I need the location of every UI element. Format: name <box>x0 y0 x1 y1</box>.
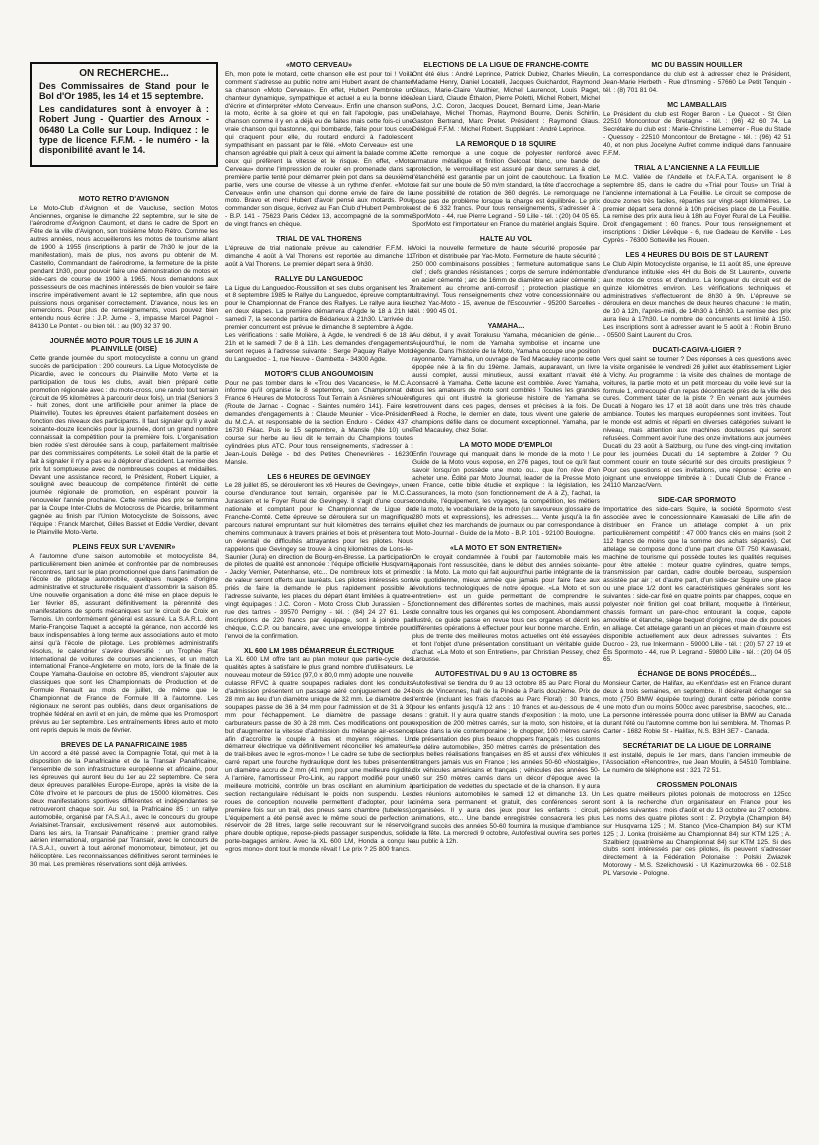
article-title: LES 6 HEURES DE GEVINGEY <box>267 473 371 481</box>
article-title: ÉCHANGE DE BONS PROCÉDÉS... <box>637 671 757 679</box>
article-body: Un accord a été passé avec la Compagnie Total, qui met à la disposition de la Panafricaine et de la Transair Panafricaine, l'ensemble de son infrastructure européenne et africaine, pour les épreuves qui auront lieu du 1er au 22 septembre. Ce sera deux épreuves parallèles Europe-Europe, après la visite de la Côte d'Ivoire et le parcours de plus de 15000 kilomètres. Ces deux manifestations sportives différentes et indépendantes se retrouveront chaque soir. Au sol, la Prafricaine 85 : un rallye automobile, organisé par l'A.S.A.I., avec le concours du groupe Avialsinet-Transair, exclusivement réservé aux automobiles. Dans les airs, la Transair Panafricaine : premier grand rallye aérien international, organisé par Transair, avec le concours de l'A.S.A.I., ouvert à tout aéronef monomoteur, bimoteur, jet ou hélicoptère. Les reconnaissances définitives seront terminées le 30 mai. Les premières réservations sont déjà arrivées. <box>30 750 218 869</box>
article-title: LES 4 HEURES DU BOIS DE ST LAURENT <box>625 252 769 260</box>
article-body: Le Moto-Club d'Avignon et de Vaucluse, section Motos Anciennes, organise le dimanche 22 septembre, sur le site de l'aérodrome d'Avignon Caumont, et dans le cadre de Sport en Fête de la ville d'Avignon, son troisième Moto Rétro. Comme les autres années, nous accueillerons les motos de tourisme allant de 1900 à 1955 (inscriptions à partir de 7h30 le jour de la manifestation), mais de plus, nos avons pu obtenir de M. Castello, Commandant de l'aérodrome, la fermeture de la piste pendant 1h30, pour pouvoir faire une démonstration de motos et side-cars de course de 1900 à 1965. Nous demandons aux possesseurs de ces machines intéressés de bien vouloir se faire inscrire impérativement avant le 12 septembre, afin que nous puissions nous organiser correctement. D'avance, nous les en remercions. Pour plus de renseignements, vous pouvez bien entendu nous écrire : J.P. Jume - 3, impasse Marcel Pagnol - 84130 Le Pontet - ou bien tél. : au (90) 32 37 90. <box>30 204 218 331</box>
article-body: Enfin l'ouvrage qui manquait dans le monde de la moto ! Le Guide de la Moto vous expose, en 276 pages, tout ce qu'il faut savoir lorsqu'on possède une moto ou... que l'on rêve d'en acheter une. Édité par Moto Journal, leader de la Presse Moto en France, cette bible étudie et explique : la législation, les assurances, la moto (son fonctionnement de A à Z), l'achat, la conduite, l'équipement, les voyages, la compétition, les métiers de la moto, le vocabulaire de la moto (un savoureux glossaire de 280 mots et expressions), les adresses.... Vente jusqu'à la fin juillet chez les marchands de journaux ou par correspondance à : Moto-Journal - Guide de la Moto - B.P. 101 - 92100 Boulogne. <box>412 450 600 537</box>
article-body: Au début, il y avait Torakusu Yamaha, mécanicien de génie... Aujourd'hui, le nom de Yamaha symbolise et incarne une légende. Dans l'histoire de la Moto, Yamaha occupe une position rayonnante. Yamaha, un ouvrage de Ted Macauley raconte cette épopée née à la fin du 19ème. Jamais, auparavant, un livre aussi complet, aussi minutieux, aussi exaltant n'avait été consacré à Yamaha. Cette lacune est comblée. Avec Yamaha, tous les amateurs de moto sont comblés ! Toutes les grandes figures qui ont illustré la glorieuse histoire de Yamaha se retrouvent dans ces pages, denses et précises à la fois. De Reed à Roche, le dernier en date, tous vivent une galerie de champions défile dans ce document exceptionnel. Yamaha, par Ted Macauley, chez Solar. <box>412 332 600 434</box>
column-3 <box>412 62 600 1134</box>
article-title: «MOTO CERVEAU» <box>285 62 353 69</box>
article-title: MC DU BASSIN HOUILLER <box>651 62 743 69</box>
article-body: Eh, mon pote le motard, cette chanson elle est pour toi ! Voilà comment s'adresse au public notre ami Hubert avant de chanter sa chanson «Moto Cerveau». En effet, Hubert Pembroke un chanteur dynamique, sympathique et actuel a eu la bonne idée d'écrire et d'interpréter «Moto Cerveau». Enfin une chanson sur la moto, écrite à sa gloire et qui en fait l'apologie, pas une chanson comme il y en a déjà eu de faites mais cette fois-ci une vraie chanson qui bastonne, qui bombarde, faite pour tous ceux qui craquent pour elle, du routard endurci à l'adolescent sympathisant en passant par le fêlé. «Moto Cerveau» est une chanson agréable qui plaît à ceux qui aiment la balade comme à ceux qui préfèrent la vitesse et le risque. En effet, «Moto Cerveau» donne l'impression de rouler en promenade dans sa première partie tenté pour démarrer plein pot dans sa deuxième partie, vers une course de vitesse à un rythme d'enfer. «Moto Cerveau» enfin une chanson qui donne envie de faire de la moto. Bravo et merci Hubert d'avoir pensé aux motards. Pour commander son disque, écrivez au Fan Club d'Hubert Pembroke - B.P. 141 - 75623 Paris Cédex 13, accompagné de la somme de vingt francs en chèque. <box>225 70 413 229</box>
article-body: Pour ne pas tomber dans le «Trou des Vacances», le M.C.A. informe qu'il organise le 8 septembre, son Championnat de France 6 Heures de Motocross Tout Terrain à Asnières s/Nouère (Route de Jarnac - Cognac - Saintes numéro 141). Faire les demandes d'engagements à : Claude Meunier - Vice-Président du M.C.A. et responsable de la section Enduro - Cédex 437 - 16730 Fléac. Puis le 15 septembre, à Mansle (Nle 10) une course sur herbe au lieu dit le terrain du Champions toutes cylindrées plus ATC. Pour tous renseignements, s'adresser à : Jean-Louis Delège - bd des Petites Chenevrières - 16230 Mansle. <box>225 379 413 466</box>
article-body: Cette remorque a une coque de polyester renforcé avec armature métallique et finition Gelcoat blanc, une bande de protection, le verrouillage est assuré par deux serrures à clef, l'étanchéité est garantie par un joint de caoutchouc. La fixation se fait sur une boule de 50 m/m standard, la tête d'accrochage a une possibilité de rotation de 360 degrés. Le remorquage ne pose pas de problème lorsque la charge est équilibrée. Le prix est de 6 332 francs. Pour tous renseignements, s'adresser à : SporMoto - 44, rue Pierre Legrand - 59 Lille - tél. : (20) 04 05 65. SporMoto est l'importateur en France du matériel anglais Squire. <box>412 150 600 229</box>
search-notice-box <box>30 62 218 167</box>
article-title: BREVES DE LA PANAFRICAINE 1985 <box>60 741 188 749</box>
article-body: La correspondance du club est à adresser chez le Président, Jean-Marie Herbeth - Rue d'Insming - 57660 Le Petit Tenquin - tél. : (8) 701 81 04. <box>603 70 791 94</box>
article-body: Vers quel saint se tourner ? Des réponses à ces questions avec la visite organisée le vendredi 26 juillet aux établissement Ligier à Vichy. Au programme : la visite des chaînes de montage de voitures, la partie moto et un petit morceau du voile levé sur la formule 1, entrecoupé d'un repas décontracté près de la ville des cures. Comment tater de la piste ? En venant aux journées Ducati à Nogaro les 17 et 18 août dans une très très chaude ambiance. Toutes les marques européennes sont invitées. Tout le monde est admis et réparti en diverses catégories suivant le niveau, mais attention aux machines douteuses qui seront refusées. Comment avoir l'une des onze invitations aux journées Ducati du 23 août à Salzburg, ou l'une des vingt-cinq invitation pour les journées Ducati du 14 septembre à Zolder ? Ou comment courir en toute sécurité sur des circuits prestigieux ? Pour ces questions et ces invitations, une réponse : écrire en joignant une enveloppe timbrée à : Ducati Club de France - 24110 Manzac/Vern. <box>603 355 791 490</box>
column-1 <box>30 62 218 1134</box>
article-body: Autofestival se tiendra du 9 au 13 octobre 85 au Parc Floral du bois de Vincennes, hall de la Pinède à Paris douzième. Prix de l'entrée (incluant les frais d'accès au Parc Floral) : 30 francs, pour les enfants jusqu'à 12 ans : 10 francs et au-dessous de 4 ans : gratuit. Il y aura quatre stands d'exposition : la moto, une exposition de 200 mètres carrés, sur la moto, son histoire, et la place dans la vie contemporaine ; le chopper, 100 mètres carrés de présentation des plus beaux choppers français ; les customs «le délire automobile», 350 mètres carrés de présentation des plus belles réalisations françaises en 85 et aussi d'ex véhicules étrangers jamais vus en France ; les années 50-60 «Nostalgie», dix véhicules américains et français ; véhicules des années 50-60 sur 250 mètres carrés dans un décor d'époque avec la participation de vedettes du spectacle et de la chanson. Il y aura des réunions automobiles le samedi 12 et dimanche 13. Un cinéma sera permanent et gratuit, des conférences seront organisées. Il y aura des jeux pour les enfants : circuit, animations, etc... Une bande enregistrée consacrera les plus grand succès des années 50-60 fournira la musique d'ambiance de la fête. La mercredi 9 octobre, Autofestival ouvrira ses portes au public à 12h. <box>412 680 600 846</box>
column-4 <box>603 62 791 1134</box>
article-body: Monsieur Carter, de Halifax, au «Kent'das» est en France durant deux à trois semaines, en septembre. Il désirerait échanger sa moto (750 BMW équipée touring) durant cette période contre une moto d'un ou moins 500cc avec paresbrise, sacoches, etc... La personne intéressée pourra donc utiliser la BMW au Canada durant l'été ou l'automne comme bon lui semblera. M. Thomas P. Carter - 1682 Robie St - Halifax, N.S. B3H 3E7 - Canada. <box>603 680 791 735</box>
article-title: YAMAHA... <box>487 323 525 331</box>
article-body: On le croyait condamnée à l'oubli par l'automobile mais les japonais l'ont ressuscitée, dans le début des années soixante-dix : la Moto. La moto qui fait aujourd'hui partie intégrante de la vie quotidienne, mieux armée que jamais pour faire face aux évolutions technologiques de notre époque. «La Moto et son entretien» est un guide permettant de comprendre le fonctionnement des différentes sortes de machines, mais aussi de connaître tous les organes qui les composent. Abondamment illustré, ce guide passe en revue tous ces organes et décrit les différentes opérations à effectuer pour leur bonne marche. Enfin, plus de trente des meilleures motos actuelles ont été essayées et font l'objet d'une présentation constituant un véritable guide d'achat. «La Moto et son Entretien», par Christian Pessey, chez Larousse. <box>412 553 600 664</box>
article-title: JOURNÉE MOTO POUR TOUS LE 16 JUIN A PLAINVILLE (OISE) <box>49 338 199 354</box>
article-body: Le M.C. Vallée de l'Andelle et l'A.F.A.T.A. organisent le 8 septembre 85, dans le cadre du «Trial pour Tous» un Trial à l'ancienne international à La Feuillie. Le circuit se compose de douze zones très faciles, réparties sur vingt-sept kilomètres. Le premier départ sera donné à 10h précises place de La Feuillie. La remise des prix aura lieu à 18h au Foyer Rural de La Feuillie. Droit d'engagement : 60 francs. Pour tous renseignement et inscriptions : Didier Lévêque - 6, rue Gadeau de Kerville - Les Cyprès - 76300 Sotteville les Rouen. <box>603 173 791 245</box>
article-title: LA MOTO MODE D'EMPLOI <box>459 441 553 449</box>
search-notice-line-1: Des Commissaires de Stand pour le Bol d'Or 1985, les 14 et 15 septembre. <box>39 80 209 102</box>
article-body: A l'automne d'une saison automobile et motocycliste 84, particulièrement bien animée et confrontée par de nombreuses rencontres, tant sur le plan promotionnel que dans l'animation de l'école de pilotage automobile, quelques nuages d'origine administrative et structurelle risquaient d'assombrir la saison 85. Une nouvelle organisation a donc été mise en place depuis le 1er février 85, assurant définitivement la pérennité des manifestations de sports mécaniques sur le circuit de Croix en Ternois. Un conformément général est assuré. La S.A.R.L. dont Marie-Françoise Taquet a accepté la gérance, non accordé les baux indispensables à long terme aux associations auto et moto ainsi qu'à l'école de pilotage. Les problèmes administratifs résolus, le calendrier s'avère diversifié : un Trophée Flat International de voitures de courses anciennes, et un match international France-Angleterre en moto, lors de la finale de la Coupe Yamaha-Gauloise en octobre 85, viendront s'ajouter aux classiques que sont les Championnats de Production et de Formule Renault au mois de juillet, de même que le Championnat de France de Formule III à l'automne. Les régionaux ne seront pas oubliés, dans deux organisations de trophée fédéral en avril et en juin, de même que les Promosport prévus au 1er septembre. Les entraînements libres auto et moto ont repris depuis le mois de février. <box>30 552 218 734</box>
article-title: ÉLECTIONS DE LA LIGUE DE FRANCHE-COMTÉ <box>423 62 589 69</box>
article-body: Les quatre meilleurs pilotes polonais de motocross en 125cc sont à la recherche d'un organisateur en France pour les périodes suivantes : mois d'août et du 13 octobre au 27 octobre. Les noms des quatre pilotes sont : Z. Przybyla (Champion 84) sur Husqvarna 125 ; M. Stanco (Vice-Champion 84) sur KTM 125 ; J. Lonka (troisième au Championnat 84) sur KTM 125 ; A. Szalbierz (quatrième au Championnat 84) sur KTM 125. Si des clubs sont intéressés par ces pilotes, ils peuvent s'adresser directement à la Fédération Polonaise : Polski Zwiazek Motorowy - M.S. Szelichowski - Ul Kazimurzowka 66 - 02.518 PL Varsovie - Pologne. <box>603 791 791 878</box>
article-title: SECRÉTARIAT DE LA LIGUE DE LORRAINE <box>622 742 772 750</box>
article-body: Le 28 juillet 85, se dérouleront les x6 Heures de Gevingey», une course d'endurance tout terrain, organisée par le M.C.C. Jurassien et le Foyer Rural de Gevingey. Il s'agit d'une course nationale et comptant pour le Championnat de Ligue de Franche-Comté. Cette épreuve se déroulera sur un magnifique parcours naturel empruntant sur huit kilomètres des terrains et chemins communaux à travers prairies et bois et présentera tout un éventail de difficultés attrayantes pour les pilotes. Nous rappelons que Gevingey se trouve à cinq kilomètres de Lons-le-Saunier (Jura) en direction de Bourg-en-Bresse. La participation de pilotes de qualité est annoncée : l'équipe officielle Husqvarna - Jacky Vernier, Petenhanse, etc... De nombreux lots et primes de valeur seront offerts aux lauréats. Les pilotes intéressés sont priés de faire la demande le plus rapidement possible à l'adresse suivante, les places du départ étant limitées à quatre-vingt équipages : J.C. Coron - Moto Cross Club Jurassien - 5, rue des tartres - 39570 Perrigny - tél. : (84) 24 27 61. Les inscriptions de 220 francs par équipage, sont à joindre par chèque, C.C.P. ou bancaire, avec une enveloppe timbrée pour l'envoi de la confirmation. <box>225 482 413 640</box>
article-body: Voici la nouvelle fermeture de haute sécurité proposée par Tribon et distribuée par Yac-Moto. Fermeture de haute sécurité ; 250 000 combinaisons possibles ; fermeture automatique sans clef ; clefs grandes résistances ; corps de serrure indémontable en acier cémenté ; arc de 16mm de diamètre en acier cémenté ; traitement au chrome anti-corrosif ; protection plastique en ultravinyl. Tous renseignements chez votre concessionnaire ou chez Yac-Moto - 15, avenue de l'Escouvrier - 95200 Sarcelles - tél. : 990 45 01. <box>412 245 600 316</box>
article-body: Cette grande journée du sport motocycliste a connu un grand succès de participation : 200 coureurs. La Ligue Motocycliste de Picardie, avec le concours du Plainville Moto Verte et la participation de tous les clubs, avait bien préparé cette promotion régionale avec : du moto-cross, une rando tout terrain (circuit de 95 kilomètres à parcourir deux fois), un trial (Seniors 3 - huit zones, dont une artificielle pour animer la place de Plainville). Toutes les épreuves étaient parfaitement dosées en fonction des niveaux des participants. Il faut signaler qu'il y avait soixante-douze licenciés pour la journée, dont un grand nombre connaissait la compétition pour la première fois. L'organisation bien rodée s'est déroulée sans à coup, parfaitement maîtrisée par des commissaires compétents. Le soleil était de la partie et fait à signaler il n'y a pas eu à déplorer d'accident. La remise des prix fut somptueuse avec de nombreuses coupes et médailles. Devant une assistance record, le Président, Robert Liquier, a souligné avec beaucoup de compétence l'intérêt de cette journée régionale de promotion, en espérant pouvoir la renouveler l'année prochaine. Cette remise des prix se termina par la Coupe Inter-Clubs de Motocross de Picardie, brillamment gagnée au finish par l'Union Motocycliste de Soissons, avec l'équipe : Franck Marchet, Gilles Basset et Eddie Verdier, devant le Plainville Moto-Verte. <box>30 354 218 536</box>
column-2 <box>225 62 413 1134</box>
article-title: DUCATI-CAGIVA-LIGIER ? <box>652 347 742 354</box>
search-notice-body <box>39 81 209 156</box>
article-title: RALLYE DU LANGUEDOC <box>274 275 364 283</box>
article-title: TRIAL A L'ANCIENNE A LA FEUILLIE <box>634 164 760 172</box>
article-title: CROSSMEN POLONAIS <box>656 782 738 790</box>
article-title: MOTOR'S CLUB ANGOUMOISIN <box>264 370 374 378</box>
article-body: L'épreuve de trial nationale prévue au calendrier F.F.M. le dimanche 4 août à Val Thorens est reportée au dimanche 11 août à Val Thorens. Le premier départ sera à 9h30. <box>225 244 413 268</box>
article-title: HALTE AU VOL <box>479 236 533 244</box>
article-title: AUTOFESTIVAL DU 9 AU 13 OCTOBRE 85 <box>434 671 578 679</box>
article-body: La Ligue du Languedoc-Roussillon et ses clubs organisent les 7 et 8 septembre 1985 le Rallye du Languedoc, épreuve comptant pour le Championnat de France des Rallyes. Le rallye aura lieu en deux étapes. La première démarrera d'Agde le 18 à 21h le samedi 7, la seconde partira de Bédarieux à 21h30. L'arrivée du premier concurrent est prévue le dimanche 8 septembre à Agde. Les vérifications : salle Molière, à Agde, le vendredi 6 de 18 à 21h et le samedi 7 de 8 à 11h. Les demandes d'engagements seront reçues à l'adresse suivante : Serge Paquay Rallye Moto du Languedoc - 1, rue Neuve - Gambetta - 34300 Agde. <box>225 284 413 363</box>
article-body: Il est installé, depuis le 1er mars, dans l'ancien immeuble de l'Association «Rencontre», rue Jean Moulin, à 54510 Tomblaine. Le numéro de téléphone est : 321 72 51. <box>603 751 791 775</box>
article-title: PLEINS FEUX SUR L'AVENIR» <box>72 543 176 551</box>
article-title: TRIAL DE VAL THORENS <box>276 236 362 244</box>
article-title: MC LAMBALLAIS <box>667 101 727 109</box>
article-title: XL 600 LM 1985 DÉMARREUR ÉLECTRIQUE <box>243 647 394 655</box>
article-body: La XL 600 LM offre tant au plan moteur que partie-cycle des qualités aptes à satisfaire le plus grand nombre d'utilisateurs. Le nouveau moteur de 591cc (97,0 x 80,0 mm) adopte une nouvelle culasse RFVC à quatre soupapes radiales dont les conduits d'admission présentent un passage aéré conjuguement de 24-28 mm au lieu d'un diamètre unique de 32 mm. Le diamètre des soupapes passe de 36 à 34 mm pour l'admission et de 31 à 30 mm pour l'échappement. Le diamètre de passage des carburateurs passe de 30 à 28 mm. Ces modifications ont pour but d'augmenter la vitesse d'admission du mélange air-essence afin d'accroître le couple à bas et moyens régimes. Un démarreur électrique va définitivement réconcilier les amateurs de trail-bikes avec le «gros-mono» ! Le cadre se tube de section carré repart une fourche hydraulique dont les tubes présentent un diamètre accru de 2 mm (41 mm) pour une meilleure rigidité. A l'arrière, l'amortisseur Pro-Link, au rapport modifié pour une meilleure motricité, contrôle un bras oscillant en aluminium à section rectangulaire réduisant le poids non suspendu. Les roues de conception nouvelle permettent d'adopter, pour la première fois sur un trail, des pneus sans chambre (tubeless). L'équipement a été pensé avec le même souci de perfection : réservoir de 28 litres, large selle recouvrant sur le réservoir, phare double optique, repose-pieds passager suspendus, solide porte-bagages arrière. Avec la XL 600 LM, Honda a conçu le «gros mono» dont tout le monde rêvait ! Le prix ? 25 800 francs. <box>225 656 413 854</box>
article-title: MOTO RETRO D'AVIGNON <box>78 195 170 203</box>
article-body: Importatrice des side-cars Squire, la société Spormoto s'est associée avec le concessionnaire Kawasaki de Lille afin de distribuer en France un attelage complet à un prix particulièrement compétitif : 47 000 francs clés en mains (soit 2 112 francs de moins que la somme des achats séparés). Cet attelage se compose donc d'une part d'une GT 750 Kawasaki, machine de tourisme qui possède toutes les qualités requises pour être attelée : moteur quatre cylindres, quatre temps, transmission par cardan, cadre double berceau, suspension assistée par air ; et d'autre part, d'un side-car Squire une place ou une place 1/2 dont les caractéristiques générales sont les suivantes : side-car fixé en quatre points par chappes, coque en polyester noir finition gel coat brillant, moquette à l'intérieur, chassis formant un pare-choc entourant la coque, capote amovible et étanche, siège bequet d'origine, roue de dix pouces en alliage. Cet attelage garanti un an pièces et main d'œuvre est disponible actuellement aux deux adresses suivantes : Éts Ducroo - 23, rue Inkermann - 59000 Lille - tél. : (20) 57 27 19 et Éts Spormoto - 44, rue P. Legrand - 59800 Lille - tél. : (20) 04 05 65. <box>603 506 791 664</box>
article-body: Le Président du club est Roger Baron - Le Quecot - St Glen 22510 Moncontour de Bretagne - tél. : (96) 42 60 74. La Secrétaire du club est : Marie-Christine Lemerrer - Rue du Stade - Quessoy - 22510 Moncontour de Bretagne - tél. : (96) 42 51 40, et non plus Jocelyne Aufret comme indiqué dans l'annuaire F.F.M. <box>603 110 791 158</box>
search-notice-title: ON RECHERCHE... <box>79 68 169 79</box>
article-body: Le Club Alpin Motocycliste organise, le 11 août 85, une épreuve d'endurance intitulée «les 4H du Bois de St Laurent», ouverte aux motos de cross et d'enduro. La longueur du circuit est de quinze kilomètres environ. Les vérifications techniques et administratives s'effectueront de 8h30 à 9h. L'épreuve se déroulera en deux manches de deux heures chacune : le matin, de 10 à 12h, l'après-midi, de 14h30 à 16h30. La remise des prix aura lieu à 17h30. Le nombre de concurrents est limité à 150. Les inscriptions sont à adresser avant le 5 août à : Robin Bruno - 05500 Saint Laurent du Cros. <box>603 260 791 340</box>
article-body: Ont été élus : André Leprince, Patrick Dubiez, Charles Mieulin, Madame Henry, Daniel Locatelli, Jacques Guichardot, Raymond Glaus, Marie-Claire Vauthier, Michel Laurencot, Louis Paget, Jean Liard, Claude Éthalon, Pierre Poletti, Michel Robert, Michel Pons, J.C. Coron, Jacques Doucet, Bernard Lime, Jean-Marie Delahaye, Michel Thomas, Raymond Bourre, Denis Schirlin, Gaston Bertrand, Marc Pretet. Président : Raymond Glaus. Délégué F.F.M. : Michel Robert. Suppléant : André Leprince. <box>412 70 600 134</box>
article-title: SIDE-CAR SPORMOTO <box>657 497 737 505</box>
article-title: LA REMORQUE D 18 SQUIRE <box>455 141 557 149</box>
article-title: «LA MOTO ET SON ENTRETIEN» <box>450 544 562 552</box>
search-notice-line-2: Les candidatures sont à envoyer à : Robert Jung - Quartier des Arnoux - 06480 La Colle sur Loup. Indiquez : le type de licence F.F.M. - le numéro - la disponibilité avant le 14. <box>39 103 209 156</box>
